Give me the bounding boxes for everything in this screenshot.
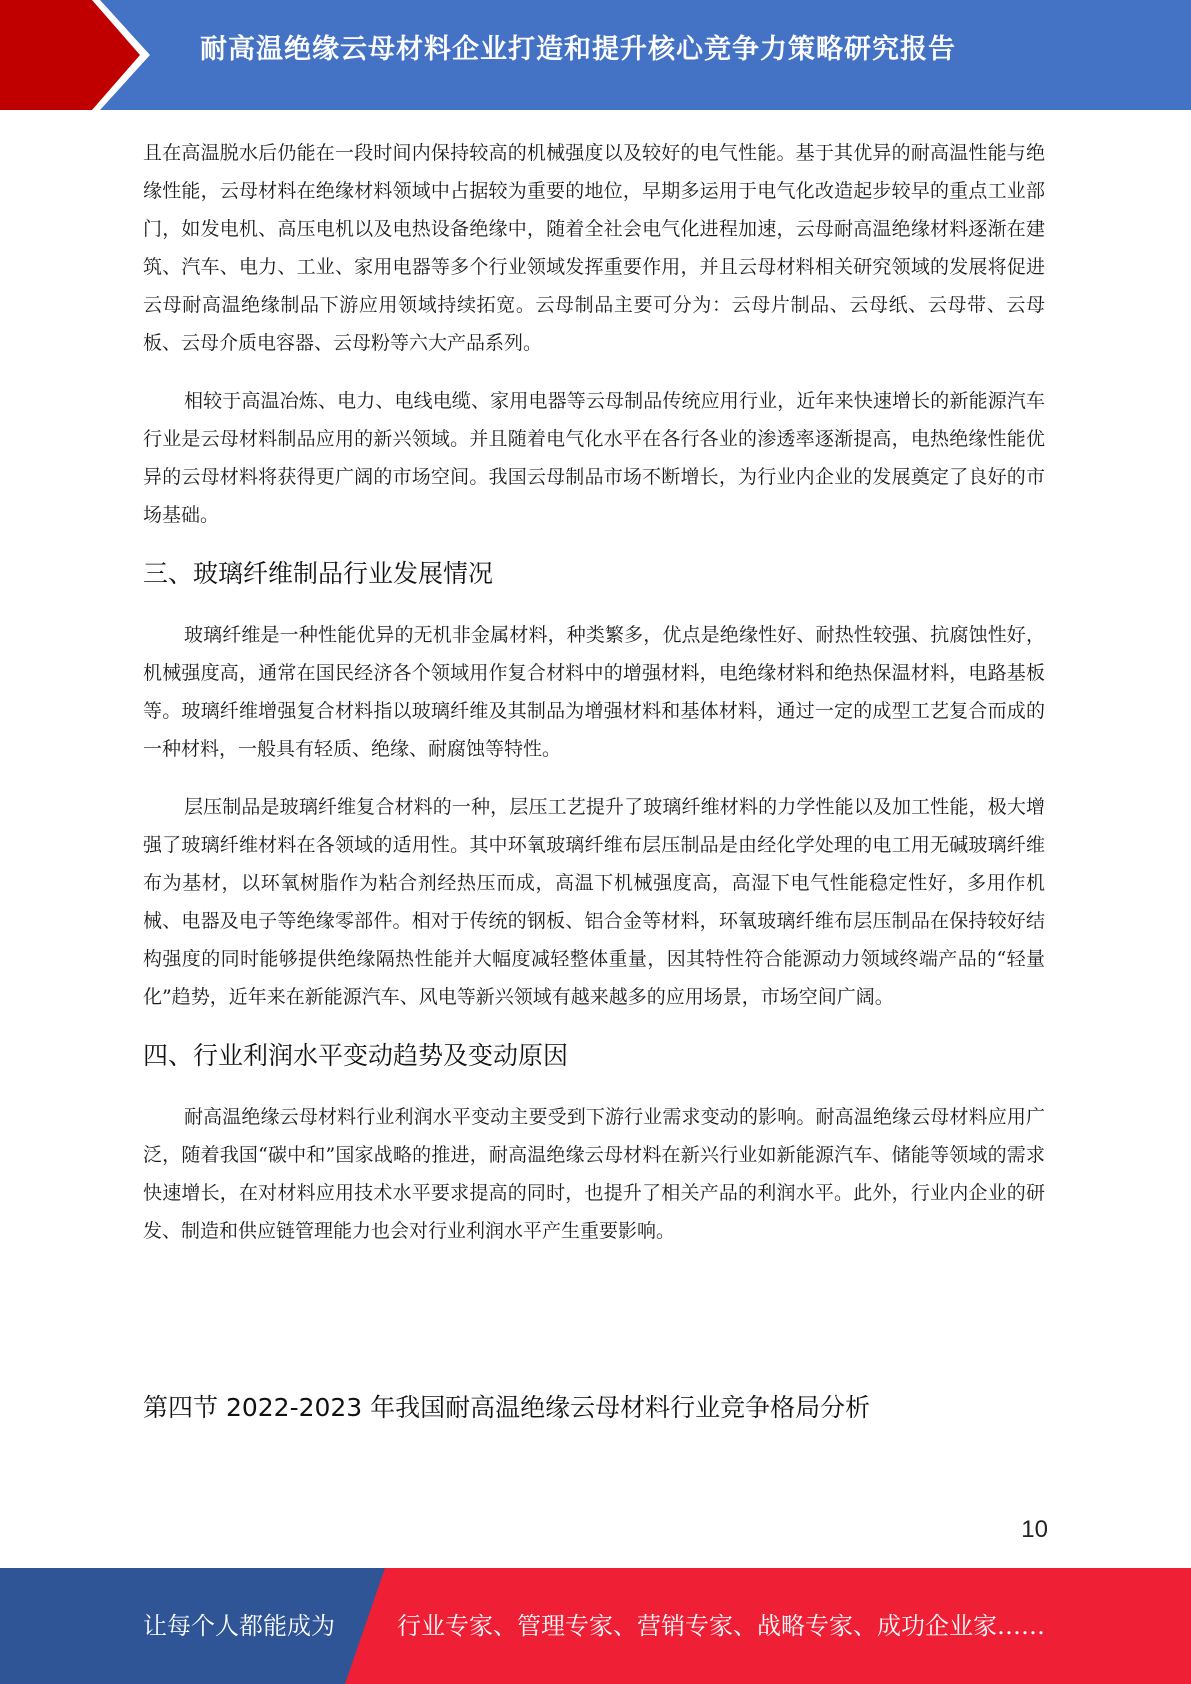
footer-slogan-right: 行业专家、管理专家、营销专家、战略专家、成功企业家…… — [397, 1612, 1045, 1640]
heading-glass-fiber: 三、玻璃纤维制品行业发展情况 — [143, 559, 494, 588]
document-body — [143, 134, 1045, 1270]
footer-slogan-left: 让每个人都能成为 — [143, 1612, 335, 1640]
paragraph-glass-fiber: 玻璃纤维是一种性能优异的无机非金属材料，种类繁多，优点是绝缘性好、耐热性较强、抗腐蚀性好，机械强度高，通常在国民经济各个领域用作复合材料中的增强材料，电绝缘材料和绝热保温材料，电路基板等。玻璃纤维增强复合材料指以玻璃纤维及其制品为增强材料和基体材料，通过一定的成型工艺复合而成的一种材料，一般具有轻质、绝缘、耐腐蚀等特性。 — [143, 624, 1045, 760]
section-title: 第四节 2022-2023 年我国耐高温绝缘云母材料行业竞争格局分析 — [143, 1393, 871, 1422]
page-number: 10 — [1021, 1516, 1048, 1543]
page-header — [0, 0, 1191, 110]
paragraph-mica-market: 相较于高温冶炼、电力、电线电缆、家用电器等云母制品传统应用行业，近年来快速增长的新能源汽车行业是云母材料制品应用的新兴领域。并且随着电气化水平在各行各业的渗透率逐渐提高，电热绝缘性能优异的云母材料将获得更广阔的市场空间。我国云母制品市场不断增长，为行业内企业的发展奠定了良好的市场基础。 — [143, 390, 1045, 526]
heading-profit-trend: 四、行业利润水平变动趋势及变动原因 — [143, 1041, 569, 1070]
paragraph-laminates: 层压制品是玻璃纤维复合材料的一种，层压工艺提升了玻璃纤维材料的力学性能以及加工性能，极大增强了玻璃纤维材料在各领域的适用性。其中环氧玻璃纤维布层压制品是由经化学处理的电工用无碱玻璃纤维布为基材，以环氧树脂作为粘合剂经热压而成，高温下机械强度高，高湿下电气性能稳定性好，多用作机械、电器及电子等绝缘零部件。相对于传统的钢板、铝合金等材料，环氧玻璃纤维布层压制品在保持较好结构强度的同时能够提供绝缘隔热性能并大幅度减轻整体重量，因其特性符合能源动力领域终端产品的“轻量化”趋势，近年来在新能源汽车、风电等新兴领域有越来越多的应用场景，市场空间广阔。 — [143, 796, 1045, 1008]
paragraph-profit: 耐高温绝缘云母材料行业利润水平变动主要受到下游行业需求变动的影响。耐高温绝缘云母材料应用广泛，随着我国“碳中和”国家战略的推进，耐高温绝缘云母材料在新兴行业如新能源汽车、储能等领域的需求快速增长，在对材料应用技术水平要求提高的同时，也提升了相关产品的利润水平。此外，行业内企业的研发、制造和供应链管理能力也会对行业利润水平产生重要影响。 — [143, 1106, 1045, 1242]
paragraph-mica-properties: 且在高温脱水后仍能在一段时间内保持较高的机械强度以及较好的电气性能。基于其优异的耐高温性能与绝缘性能，云母材料在绝缘材料领域中占据较为重要的地位，早期多运用于电气化改造起步较早的重点工业部门，如发电机、高压电机以及电热设备绝缘中，随着全社会电气化进程加速，云母耐高温绝缘材料逐渐在建筑、汽车、电力、工业、家用电器等多个行业领域发挥重要作用，并且云母材料相关研究领域的发展将促进云母耐高温绝缘制品下游应用领域持续拓宽。云母制品主要可分为：云母片制品、云母纸、云母带、云母板、云母介质电容器、云母粉等六大产品系列。 — [143, 142, 1045, 354]
page-footer — [0, 1568, 1191, 1684]
report-title: 耐高温绝缘云母材料企业打造和提升核心竞争力策略研究报告 — [200, 34, 956, 65]
chevron-arrow-icon — [0, 0, 160, 110]
